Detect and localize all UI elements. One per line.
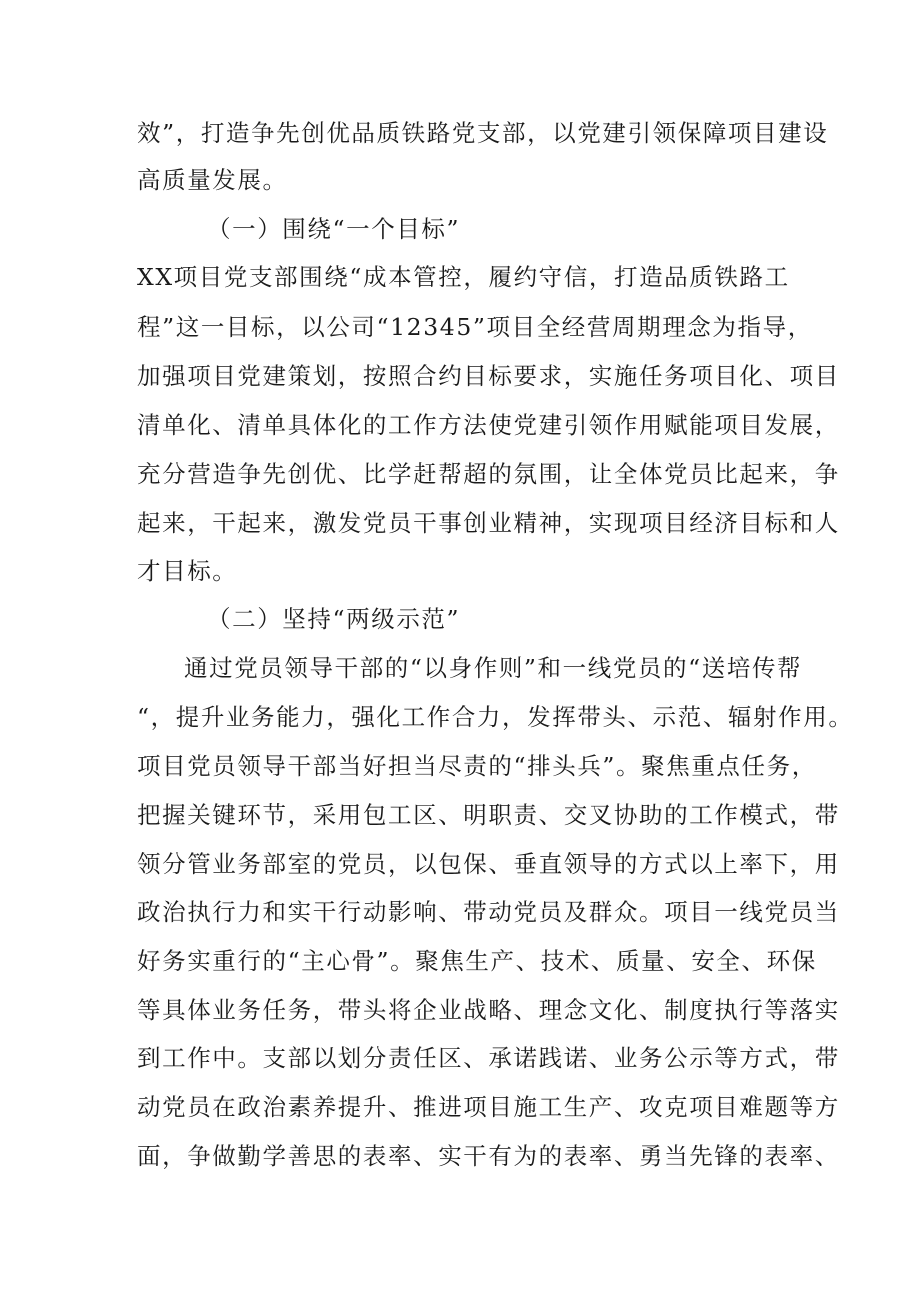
text-line: 清单化、清单具体化的工作方法使党建引领作用赋能项目发展， (137, 411, 840, 439)
text-line: 领分管业务部室的党员，以包保、垂直领导的方式以上率下，用 (137, 850, 840, 878)
text-line: 加强项目党建策划，按照合约目标要求，实施任务项目化、项目 (137, 362, 840, 390)
text-line: 起来，干起来，激发党员干事创业精神，实现项目经济目标和人 (137, 509, 840, 537)
section-heading: （二）坚持“两级示范” (207, 605, 461, 633)
text-line: 动党员在政治素养提升、推进项目施工生产、攻克项目难题等方 (137, 1093, 840, 1121)
text-line: 到工作中。支部以划分责任区、承诺践诺、业务公示等方式，带 (137, 1044, 840, 1072)
text-line: 高质量发展。 (137, 166, 288, 194)
section-heading: （一）围绕“一个目标” (207, 215, 461, 243)
text-line: 效”，打造争先创优品质铁路党支部，以党建引领保障项目建设 (137, 119, 829, 147)
text-line: 充分营造争先创优、比学赶帮超的氛围，让全体党员比起来，争 (137, 460, 840, 488)
text-line: 程”这一目标，以公司“12345”项目全经营周期理念为指导， (137, 313, 813, 341)
text-line: 项目党员领导干部当好担当尽责的“排头兵”。聚焦重点任务， (137, 752, 817, 780)
text-line: 通过党员领导干部的“以身作则”和一线党员的“送培传帮 (184, 654, 803, 682)
text-line: 等具体业务任务，带头将企业战略、理念文化、制度执行等落实 (137, 996, 840, 1024)
text-line: 才目标。 (137, 557, 238, 585)
text-line: 面，争做勤学善思的表率、实干有为的表率、勇当先锋的表率、 (137, 1142, 840, 1170)
text-line: 把握关键环节，采用包工区、明职责、交叉协助的工作模式，带 (137, 801, 840, 829)
text-line: 政治执行力和实干行动影响、带动党员及群众。项目一线党员当 (137, 898, 840, 926)
text-line: 好务实重行的“主心骨”。聚焦生产、技术、质量、安全、环保 (137, 947, 817, 975)
text-line: XX项目党支部围绕“成本管控，履约守信，打造品质铁路工 (137, 263, 790, 291)
text-line: “，提升业务能力，强化工作合力，发挥带头、示范、辐射作用。 (137, 703, 854, 731)
